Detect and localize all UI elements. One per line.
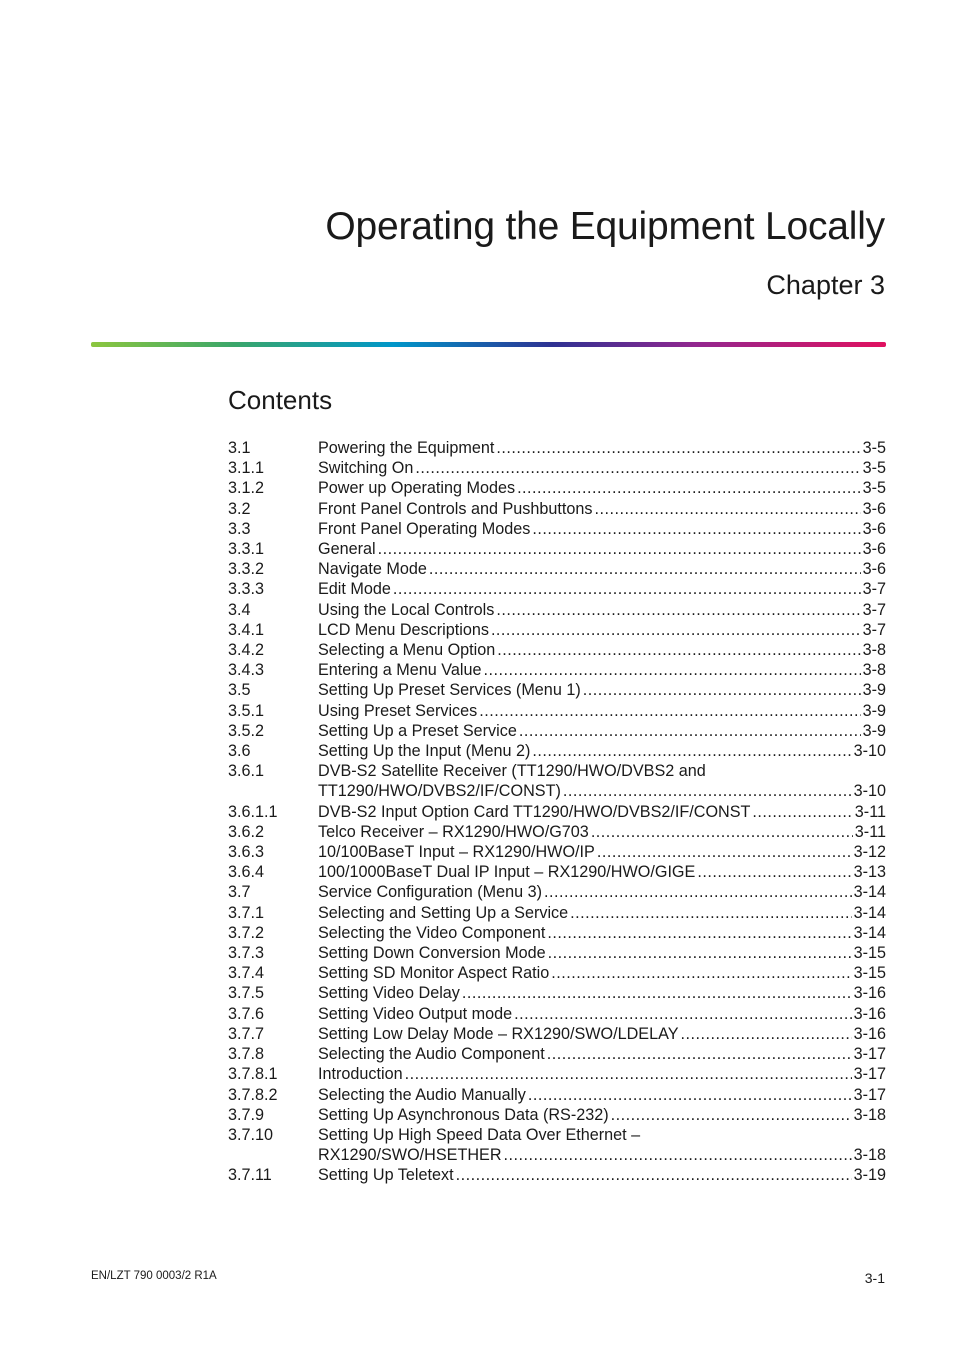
toc-dot-leader [378, 539, 861, 559]
toc-dot-leader [547, 1044, 852, 1064]
toc-entry[interactable] [228, 1064, 886, 1084]
toc-section-title: 100/1000BaseT Dual IP Input – RX1290/HWO/GIGE [318, 863, 696, 882]
toc-page-number: 3-9 [862, 701, 886, 720]
toc-entry[interactable] [228, 1165, 886, 1185]
toc-dot-leader [532, 519, 860, 539]
toc-section-title: General [318, 540, 376, 559]
toc-dot-leader [496, 438, 860, 458]
footer-page-number: 3-1 [864, 1270, 885, 1286]
toc-dot-leader [429, 559, 861, 579]
toc-page-number: 3-19 [853, 1166, 886, 1185]
toc-dot-leader [479, 701, 860, 721]
toc-entry[interactable] [228, 1044, 886, 1064]
toc-entry[interactable] [228, 519, 886, 539]
toc-dot-leader [528, 1085, 852, 1105]
toc-entry[interactable] [228, 943, 886, 963]
toc-page-number: 3-15 [853, 964, 886, 983]
toc-section-number: 3.5.2 [228, 721, 265, 740]
toc-section-title: Setting Up Asynchronous Data (RS-232) [318, 1105, 609, 1124]
toc-page-number: 3-15 [853, 944, 886, 963]
toc-dot-leader [517, 478, 861, 498]
toc-page-number: 3-10 [853, 782, 886, 801]
toc-entry[interactable] [228, 903, 886, 923]
toc-entry[interactable] [228, 701, 886, 721]
chapter-title: Operating the Equipment Locally [325, 205, 885, 248]
toc-section-title: DVB-S2 Satellite Receiver (TT1290/HWO/DVBS2 and [318, 762, 706, 781]
toc-section-title: Front Panel Operating Modes [318, 519, 531, 538]
toc-entry[interactable] [228, 882, 886, 902]
toc-dot-leader [681, 1024, 852, 1044]
toc-dot-leader [519, 721, 861, 741]
toc-section-number: 3.6 [228, 742, 251, 761]
toc-page-number: 3-12 [853, 843, 886, 862]
toc-section-title: Introduction [318, 1065, 403, 1084]
chapter-number: Chapter 3 [766, 270, 885, 300]
toc-dot-leader [591, 822, 853, 842]
toc-section-title: Switching On [318, 459, 414, 478]
toc-dot-leader [504, 1145, 852, 1165]
toc-dot-leader [496, 600, 860, 620]
toc-dot-leader [597, 842, 852, 862]
toc-section-title: Selecting a Menu Option [318, 641, 496, 660]
toc-entry[interactable] [228, 923, 886, 943]
toc-section-title: DVB-S2 Input Option Card TT1290/HWO/DVBS2/IF/CONST [318, 802, 751, 821]
toc-entry[interactable] [228, 761, 886, 801]
toc-section-number: 3.6.3 [228, 843, 265, 862]
toc-section-title: Setting SD Monitor Aspect Ratio [318, 964, 550, 983]
toc-entry[interactable] [228, 862, 886, 882]
toc-section-number: 3.7.6 [228, 1004, 265, 1023]
toc-dot-leader [563, 781, 852, 801]
toc-dot-leader [483, 660, 860, 680]
toc-entry[interactable] [228, 1004, 886, 1024]
toc-entry[interactable] [228, 1105, 886, 1125]
toc-page-number: 3-14 [853, 923, 886, 942]
toc-section-number: 3.4.3 [228, 661, 265, 680]
toc-section-number: 3.1.1 [228, 459, 265, 478]
toc-page-number: 3-16 [853, 1024, 886, 1043]
toc-section-title: LCD Menu Descriptions [318, 620, 489, 639]
toc-section-title: Setting Up Teletext [318, 1166, 454, 1185]
toc-page-number: 3-6 [862, 499, 886, 518]
toc-entry[interactable] [228, 1024, 886, 1044]
toc-section-title: TT1290/HWO/DVBS2/IF/CONST) [318, 782, 561, 801]
toc-page-number: 3-18 [853, 1146, 886, 1165]
toc-section-title: Entering a Menu Value [318, 661, 482, 680]
toc-entry[interactable] [228, 963, 886, 983]
toc-page-number: 3-7 [862, 600, 886, 619]
toc-page-number: 3-11 [854, 802, 886, 821]
toc-section-number: 3.1.2 [228, 479, 265, 498]
toc-page-number: 3-17 [853, 1065, 886, 1084]
toc-section-number: 3.7.10 [228, 1125, 274, 1144]
toc-section-title: Using Preset Services [318, 701, 478, 720]
toc-dot-leader [514, 1004, 852, 1024]
toc-entry[interactable] [228, 559, 886, 579]
toc-section-title: Using the Local Controls [318, 600, 495, 619]
toc-section-number: 3.7.5 [228, 984, 265, 1003]
toc-entry[interactable] [228, 458, 886, 478]
toc-section-title: Selecting the Audio Manually [318, 1085, 526, 1104]
toc-entry[interactable] [228, 741, 886, 761]
toc-section-title: Setting Up High Speed Data Over Ethernet – [318, 1125, 641, 1144]
toc-section-number: 3.7.7 [228, 1024, 265, 1043]
contents-heading: Contents [228, 385, 333, 415]
toc-section-number: 3.6.2 [228, 822, 265, 841]
toc-section-title: Setting Video Output mode [318, 1004, 513, 1023]
toc-section-number: 3.1 [228, 439, 251, 457]
toc-dot-leader [611, 1105, 852, 1125]
toc-section-number: 3.7.8.2 [228, 1085, 278, 1104]
toc-section-title: Telco Receiver – RX1290/HWO/G703 [318, 822, 589, 841]
toc-page-number: 3-11 [854, 822, 886, 841]
toc-section-number: 3.2 [228, 499, 251, 518]
toc-section-title: Setting Low Delay Mode – RX1290/SWO/LDELAY [318, 1024, 679, 1043]
toc-entry[interactable] [228, 680, 886, 700]
toc-dot-leader [544, 882, 852, 902]
toc-section-number: 3.3.3 [228, 580, 265, 599]
toc-page-number: 3-10 [853, 742, 886, 761]
toc-page-number: 3-18 [853, 1105, 886, 1124]
toc-page-number: 3-6 [862, 560, 886, 579]
toc-entry[interactable] [228, 499, 886, 519]
toc-page-number: 3-5 [862, 439, 886, 457]
toc-dot-leader [415, 458, 860, 478]
toc-dot-leader [393, 579, 861, 599]
toc-section-number: 3.5.1 [228, 701, 265, 720]
toc-section-title: Setting Up a Preset Service [318, 721, 517, 740]
toc-page-number: 3-9 [862, 721, 886, 740]
table-of-contents [228, 438, 886, 1186]
toc-page-number: 3-8 [862, 641, 886, 660]
toc-entry[interactable] [228, 1125, 886, 1165]
toc-page-number: 3-5 [862, 459, 886, 478]
toc-section-title: Selecting the Video Component [318, 923, 546, 942]
toc-section-title: Powering the Equipment [318, 439, 495, 457]
toc-section-title: Power up Operating Modes [318, 479, 516, 498]
toc-section-number: 3.7.9 [228, 1105, 265, 1124]
toc-dot-leader [752, 802, 852, 822]
toc-entry[interactable] [228, 600, 886, 620]
toc-page-number: 3-17 [853, 1045, 886, 1064]
toc-dot-leader [456, 1165, 852, 1185]
toc-entry[interactable] [228, 802, 886, 822]
toc-section-number: 3.7 [228, 883, 251, 902]
toc-section-number: 3.6.4 [228, 863, 265, 882]
toc-dot-leader [548, 943, 852, 963]
toc-section-number: 3.6.1 [228, 762, 265, 781]
toc-section-number: 3.7.8 [228, 1045, 265, 1064]
toc-section-title: 10/100BaseT Input – RX1290/HWO/IP [318, 843, 595, 862]
gradient-divider [91, 342, 886, 347]
toc-dot-leader [462, 983, 852, 1003]
toc-section-number: 3.3.1 [228, 540, 265, 559]
toc-page-number: 3-17 [853, 1085, 886, 1104]
toc-section-number: 3.5 [228, 681, 251, 700]
toc-section-title: Front Panel Controls and Pushbuttons [318, 499, 593, 518]
toc-page-number: 3-8 [862, 661, 886, 680]
toc-section-number: 3.4 [228, 600, 251, 619]
toc-dot-leader [583, 680, 861, 700]
toc-entry[interactable] [228, 438, 886, 458]
toc-dot-leader [532, 741, 851, 761]
toc-entry[interactable] [228, 1085, 886, 1105]
toc-section-number: 3.7.1 [228, 903, 265, 922]
toc-section-number: 3.4.1 [228, 620, 265, 639]
toc-section-number: 3.3 [228, 519, 251, 538]
toc-section-number: 3.7.2 [228, 923, 265, 942]
toc-entry[interactable] [228, 660, 886, 680]
toc-page-number: 3-13 [853, 863, 886, 882]
toc-section-number: 3.7.11 [228, 1166, 272, 1185]
toc-dot-leader [594, 499, 860, 519]
toc-entry[interactable] [228, 721, 886, 741]
footer-document-number: EN/LZT 790 0003/2 R1A [91, 1270, 217, 1282]
toc-section-title: Setting Up the Input (Menu 2) [318, 742, 531, 761]
toc-page-number: 3-6 [862, 519, 886, 538]
toc-entry[interactable] [228, 539, 886, 559]
toc-entry[interactable] [228, 640, 886, 660]
toc-entry[interactable] [228, 579, 886, 599]
toc-section-title: Setting Down Conversion Mode [318, 944, 546, 963]
toc-section-number: 3.7.3 [228, 944, 265, 963]
toc-page-number: 3-9 [862, 681, 886, 700]
toc-page-number: 3-14 [853, 883, 886, 902]
toc-dot-leader [491, 620, 861, 640]
toc-page-number: 3-7 [862, 620, 886, 639]
toc-section-title: RX1290/SWO/HSETHER [318, 1146, 502, 1165]
toc-dot-leader [405, 1064, 852, 1084]
toc-entry[interactable] [228, 478, 886, 498]
toc-entry[interactable] [228, 842, 886, 862]
toc-dot-leader [551, 963, 851, 983]
toc-entry[interactable] [228, 983, 886, 1003]
toc-page-number: 3-6 [862, 540, 886, 559]
toc-section-number: 3.7.8.1 [228, 1065, 278, 1084]
toc-section-title: Setting Up Preset Services (Menu 1) [318, 681, 581, 700]
toc-page-number: 3-5 [862, 479, 886, 498]
toc-section-title: Selecting and Setting Up a Service [318, 903, 569, 922]
toc-page-number: 3-16 [853, 1004, 886, 1023]
toc-page-number: 3-7 [862, 580, 886, 599]
toc-section-number: 3.4.2 [228, 641, 265, 660]
toc-section-title: Navigate Mode [318, 560, 427, 579]
toc-dot-leader [697, 862, 851, 882]
toc-section-number: 3.6.1.1 [228, 802, 278, 821]
toc-dot-leader [547, 923, 851, 943]
toc-dot-leader [570, 903, 851, 923]
toc-section-number: 3.3.2 [228, 560, 265, 579]
toc-entry[interactable] [228, 822, 886, 842]
toc-section-title: Edit Mode [318, 580, 391, 599]
toc-section-title: Setting Video Delay [318, 984, 460, 1003]
toc-section-title: Service Configuration (Menu 3) [318, 883, 543, 902]
toc-section-number: 3.7.4 [228, 964, 265, 983]
toc-page-number: 3-14 [853, 903, 886, 922]
toc-entry[interactable] [228, 620, 886, 640]
toc-section-title: Selecting the Audio Component [318, 1045, 545, 1064]
toc-page-number: 3-16 [853, 984, 886, 1003]
toc-dot-leader [497, 640, 860, 660]
